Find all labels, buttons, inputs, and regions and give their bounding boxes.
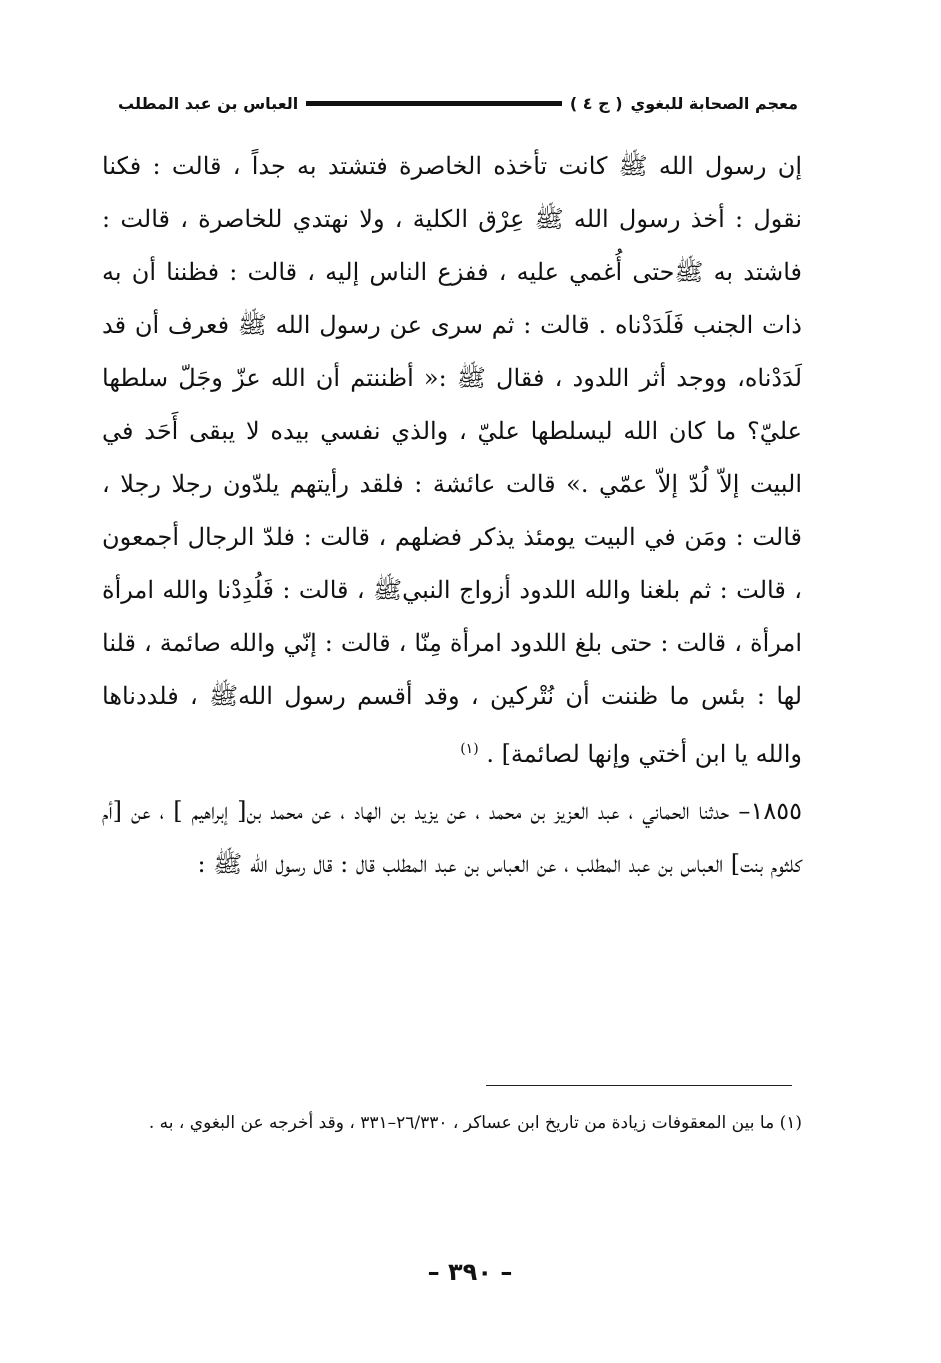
main-text [102,140,802,891]
narration-paragraph [102,140,802,781]
footnote-separator [486,1085,792,1086]
narration-text: إن رسول الله ﷺ كانت تأخذه الخاصرة فتشتد به جداً ، قالت : فكنا نقول : أخذ رسول الله ﷺ عِرْق الكلية ، ولا نهتدي للخاصرة ، قالت : فاشتد به ﷺحتى أُغمي عليه ، ففزع الناس إليه ، قالت : فظننا أن به ذات الجنب فَلَدَدْناه . قالت : ثم سرى عن رسول الله ﷺ فعرف أن قد لَدَدْناه، ووجد أثر اللدود ، فقال ﷺ :« أظننتم أن الله عزّ وجَلّ سلطها عليّ؟ ما كان الله ليسلطها عليّ ، والذي نفسي بيده لا يبقى أَحَد في البيت إلاّ لُدّ إلاّ عمّي .» قالت عائشة : فلقد رأيتهم يلدّون رجلا رجلا ، قالت : ومَن في البيت يومئذ يذكر فضلهم ، قالت : فلدّ الرجال أجمعون ، قالت : ثم بلغنا والله اللدود أزواج النبيﷺ ، قالت : فَلُدِدْنا والله امرأة امرأة ، قالت : حتى بلغ اللدود امرأة مِنّا ، قالت : إنّي والله صائمة ، قلنا لها : بئس ما ظننت أن نُتْركين ، وقد أقسم رسول اللهﷺ ، فلددناها والله يا ابن أختي وإنها لصائمة] . [102,152,803,768]
volume-label: ( ج ٤ ) [569,93,623,113]
hadith-1855: ١٨٥٥– حدثنا الحماني ، عبد العزيز بن محمد ، عن يزيد بن الهاد ، عن محمد بن[ إبراهيم ] ، عن [أم كلثوم بنت] العباس بن عبد المطلب ، عن العباس بن عبد المطلب قال : قال رسول الله ﷺ : [102,797,802,878]
chapter-title: العباس بن عبد المطلب [118,93,299,113]
page-number: – ٣٩٠ – [427,1258,513,1286]
footnote: (١) ما بين المعقوفات زيادة من تاريخ ابن عساكر ، ٢٦/٣٣٠–٣٣١ ، وقد أخرجه عن البغوي ، به . [148,1113,802,1133]
header-rule [306,101,562,106]
running-header [118,86,798,120]
footnote-reference: (١) [460,741,479,757]
book-title: معجم الصحابة للبغوي [630,93,798,113]
